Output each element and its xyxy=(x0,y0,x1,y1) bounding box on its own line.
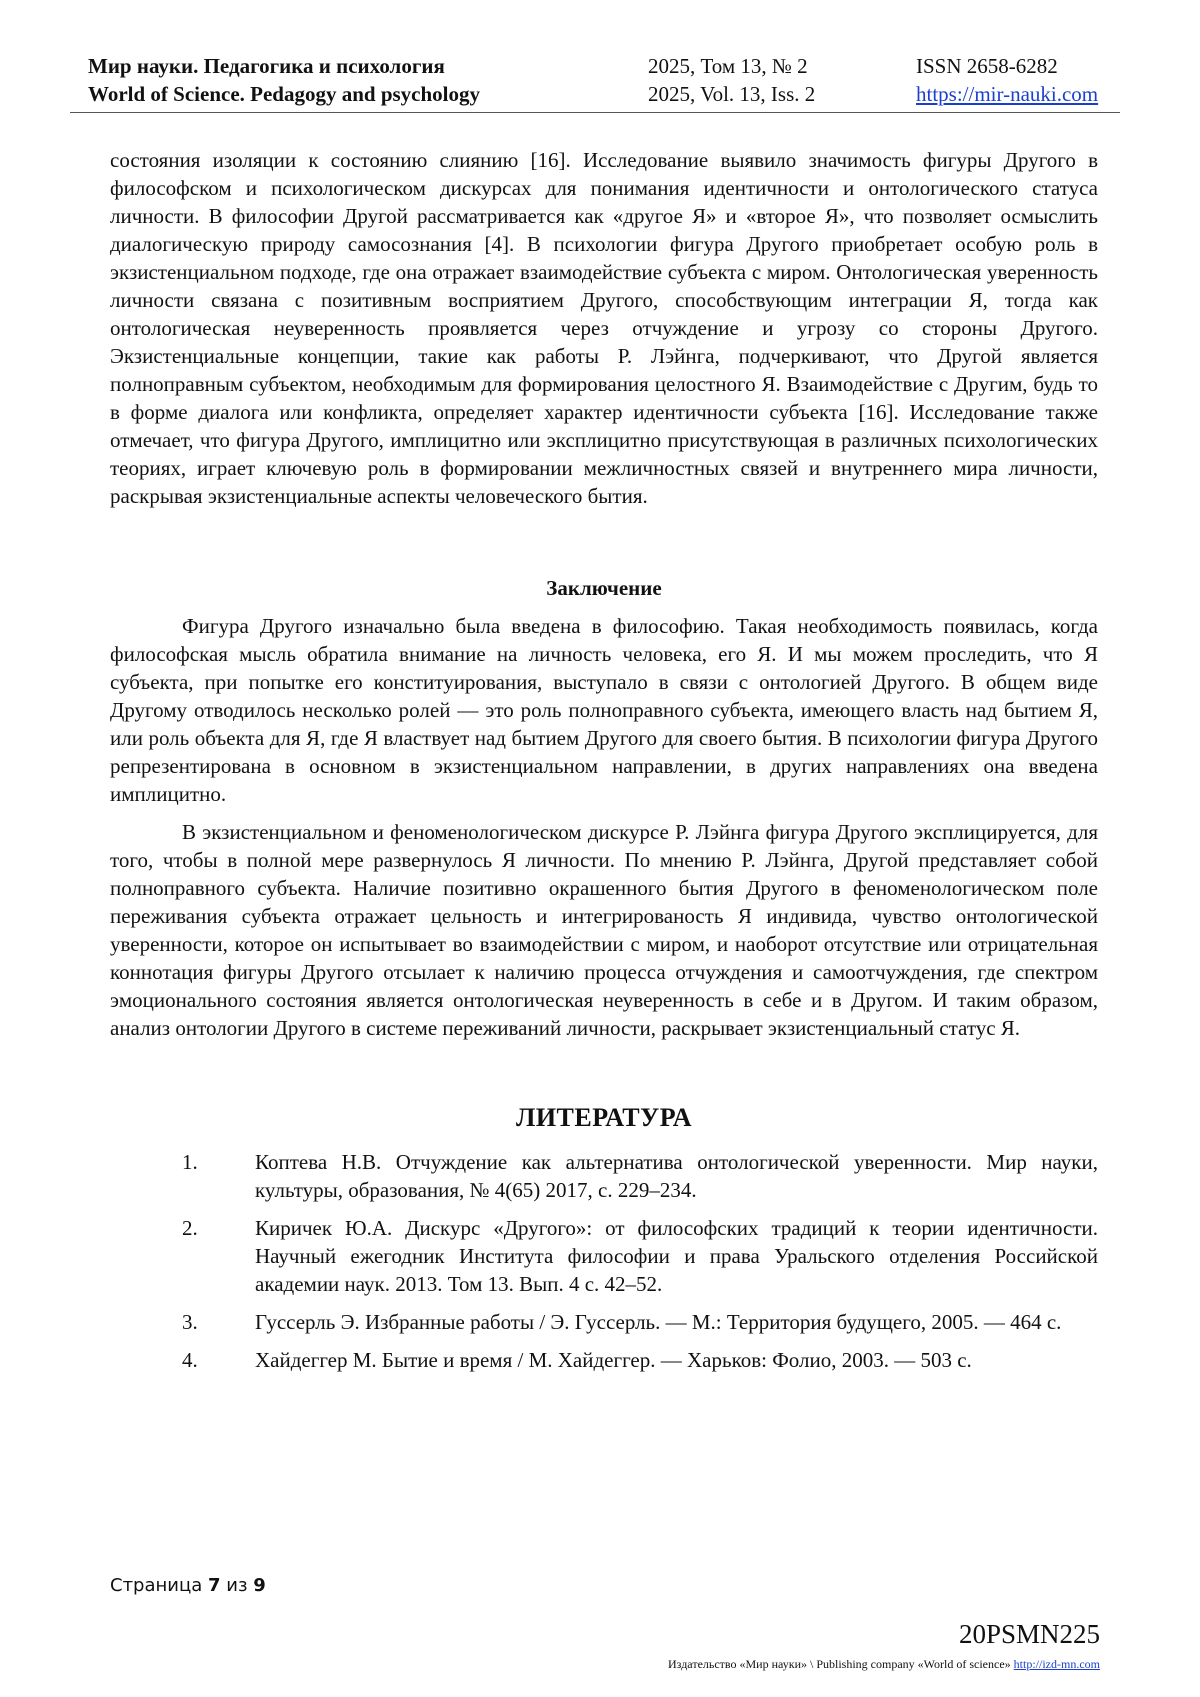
conclusion-paragraph-2: В экзистенциальном и феноменологическом дискурсе Р. Лэйнга фигура Другого эксплицируется, для того, чтобы в полной мере развернулось Я личности. По мнению Р. Лэйнга, Другой представляет собой полноправного субъекта. Наличие позитивно окрашенного бытия Другого в феноменологическом поле переживания субъекта отражает цельность и интегрированость Я индивида, чувство онтологической уверенности, которое он испытывает во взаимодействии с миром, и наоборот отсутствие или отрицательная коннотация фигуры Другого отсылает к наличию процесса отчуждения и самоотчуждения, где спектром эмоционального состояния является онтологическая неуверенность в себе и в Другом. И таким образом, анализ онтологии Другого в системе переживаний личности, раскрывает экзистенциальный статус Я. xyxy=(110,820,1098,1040)
reference-item xyxy=(110,1308,1098,1336)
reference-number: 2. xyxy=(182,1216,198,1240)
reference-item xyxy=(110,1148,1098,1204)
references-list xyxy=(110,1148,1098,1374)
publisher-text: Издательство «Мир науки» \ Publishing company «World of science» xyxy=(668,1657,1011,1671)
issue-ru: 2025, Том 13, № 2 xyxy=(648,54,808,78)
page-total: 9 xyxy=(253,1575,266,1596)
page-sep: из xyxy=(226,1575,248,1596)
reference-number: 4. xyxy=(182,1348,198,1372)
paragraph-1: состояния изоляции к состоянию слиянию [16]. Исследование выявило значимость фигуры Другого в философском и психологическом дискурсах для понимания идентичности и онтологического статуса личности. В философии Другой рассматривается как «другое Я» и «второе Я», что позволяет осмыслить диалогическую природу самосознания [4]. В психологии фигура Другого приобретает особую роль в экзистенциальном подходе, где она отражает взаимодействие субъекта с миром. Онтологическая уверенность личности связана с позитивным восприятием Другого, способствующим интеграции Я, тогда как онтологическая неуверенность проявляется через отчуждение и угрозу со стороны Другого. Экзистенциальные концепции, такие как работы Р. Лэйнга, подчеркивают, что Другой является полноправным субъектом, необходимым для формирования целостного Я. Взаимодействие с Другим, будь то в форме диалога или конфликта, определяет характер идентичности субъекта [16]. Исследование также отмечает, что фигура Другого, имплицитно или эксплицитно присутствующая в различных психологических теориях, играет ключевую роль в формировании межличностных связей и внутреннего мира личности, раскрывая экзистенциальные аспекты человеческого бытия. xyxy=(110,148,1098,508)
reference-text: Коптева Н.В. Отчуждение как альтернатива онтологической уверенности. Мир науки, культуры, образования, № 4(65) 2017, с. 229–234. xyxy=(255,1150,1098,1202)
issue-info xyxy=(648,52,815,108)
reference-item xyxy=(110,1346,1098,1374)
reference-text: Гуссерль Э. Избранные работы / Э. Гуссерль. — М.: Территория будущего, 2005. — 464 с. xyxy=(255,1310,1062,1334)
reference-item xyxy=(110,1214,1098,1298)
reference-number: 3. xyxy=(182,1310,198,1334)
page-header xyxy=(70,50,1120,113)
conclusion-heading: Заключение xyxy=(546,576,662,600)
publisher-line xyxy=(668,1657,1100,1672)
issn-block xyxy=(916,52,1098,108)
page-prefix: Страница xyxy=(110,1575,203,1596)
issn: ISSN 2658-6282 xyxy=(916,54,1058,78)
journal-title-en: World of Science. Pedagogy and psychology xyxy=(88,82,481,106)
issue-en: 2025, Vol. 13, Iss. 2 xyxy=(648,82,816,106)
publisher-link[interactable]: http://izd-mn.com xyxy=(1013,1657,1100,1671)
page-current: 7 xyxy=(208,1575,221,1596)
reference-number: 1. xyxy=(182,1150,198,1174)
references-heading: ЛИТЕРАТУРА xyxy=(515,1103,693,1132)
conclusion-paragraph-1: Фигура Другого изначально была введена в философию. Такая необходимость появилась, когда философская мысль обратила внимание на личность человека, его Я. И мы можем проследить, что Я субъекта, при попытке его конституирования, выступало в связи с онтологией Другого. В общем виде Другому отводилось несколько ролей — это роль полноправного субъекта, имеющего власть над бытием Я, или роль объекта для Я, где Я властвует над бытием Другого для своего бытия. В психологии фигура Другого репрезентирована в основном в экзистенциальном направлении, в других направлениях она введена имплицитно. xyxy=(110,614,1098,806)
article-body xyxy=(110,146,1098,1384)
journal-site-link[interactable]: https://mir-nauki.com xyxy=(916,82,1099,106)
article-code: 20PSMN225 xyxy=(958,1619,1100,1649)
page-number xyxy=(110,1575,266,1596)
reference-text: Киричек Ю.А. Дискурс «Другого»: от философских традиций к теории идентичности. Научный ежегодник Института философии и права Уральского отделения Российской академии наук. 2013. Том 13. Вып. 4 с. 42–52. xyxy=(255,1216,1098,1296)
journal-title xyxy=(88,52,480,108)
journal-title-ru: Мир науки. Педагогика и психология xyxy=(88,54,445,78)
reference-text: Хайдеггер М. Бытие и время / М. Хайдеггер. — Харьков: Фолио, 2003. — 503 с. xyxy=(255,1348,972,1372)
